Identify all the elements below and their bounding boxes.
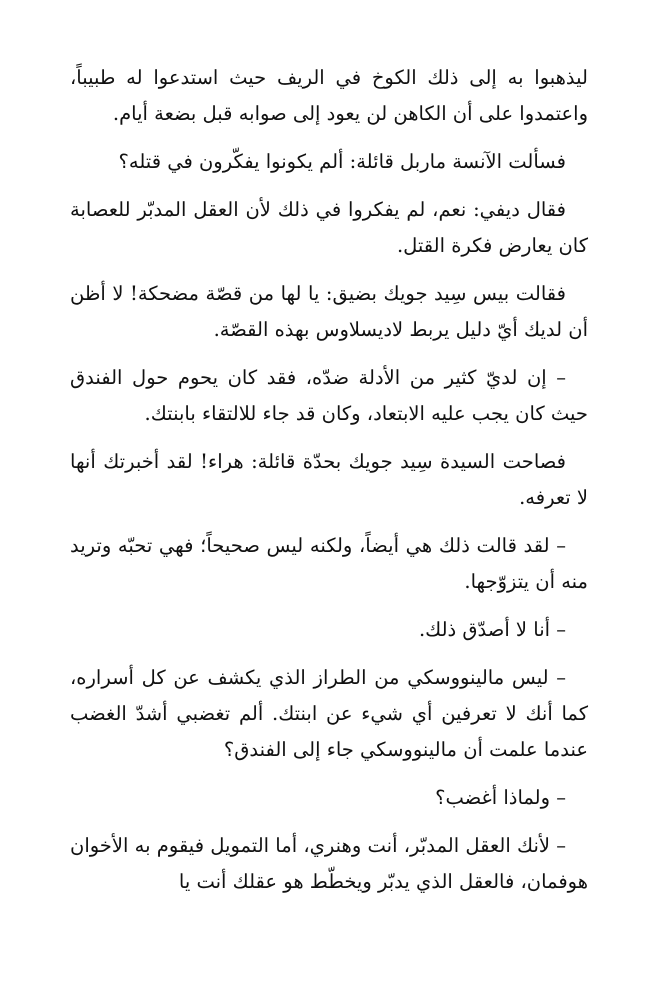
paragraph-11: – لأنك العقل المدبّر، أنت وهنري، أما التمويل فيقوم به الأخوان هوفمان، فالعقل الذي يدبّر ويخطّط هو عقلك أنت يا: [70, 834, 588, 893]
paragraph-9: – ليس مالينووسكي من الطراز الذي يكشف عن كل أسراره، كما أنك لا تعرفين أي شيء عن ابنتك. ألم تغضبي أشدّ الغضب عندما علمت أن مالينووسكي جاء إلى الفندق؟: [70, 666, 588, 761]
paragraph-7: – لقد قالت ذلك هي أيضاً، ولكنه ليس صحيحاً؛ فهي تحبّه وتريد منه أن يتزوّجها.: [70, 534, 588, 593]
paragraph-2: فسألت الآنسة ماربل قائلة: ألم يكونوا يفكّرون في قتله؟: [118, 150, 566, 173]
book-page: [70, 60, 588, 912]
paragraph-3: فقال ديفي: نعم، لم يفكروا في ذلك لأن العقل المدبّر للعصابة كان يعارض فكرة القتل.: [70, 198, 588, 257]
paragraph-1: ليذهبوا به إلى ذلك الكوخ في الريف حيث استدعوا له طبيباً، واعتمدوا على أن الكاهن لن يعود إلى صوابه قبل بضعة أيام.: [70, 66, 588, 125]
paragraph-5: – إن لديّ كثير من الأدلة ضدّه، فقد كان يحوم حول الفندق حيث كان يجب عليه الابتعاد، وكان قد جاء للالتقاء بابنتك.: [70, 366, 588, 425]
paragraph-6: فصاحت السيدة سِيد جويك بحدّة قائلة: هراء! لقد أخبرتك أنها لا تعرفه.: [70, 450, 588, 509]
paragraph-10: – ولماذا أغضب؟: [435, 786, 566, 809]
paragraph-8: – أنا لا أصدّق ذلك.: [418, 618, 566, 641]
paragraph-4: فقالت بيس سِيد جويك بضيق: يا لها من قصّة مضحكة! لا أظن أن لديك أيّ دليل يربط لاديسلاوس بهذه القصّة.: [70, 282, 588, 341]
